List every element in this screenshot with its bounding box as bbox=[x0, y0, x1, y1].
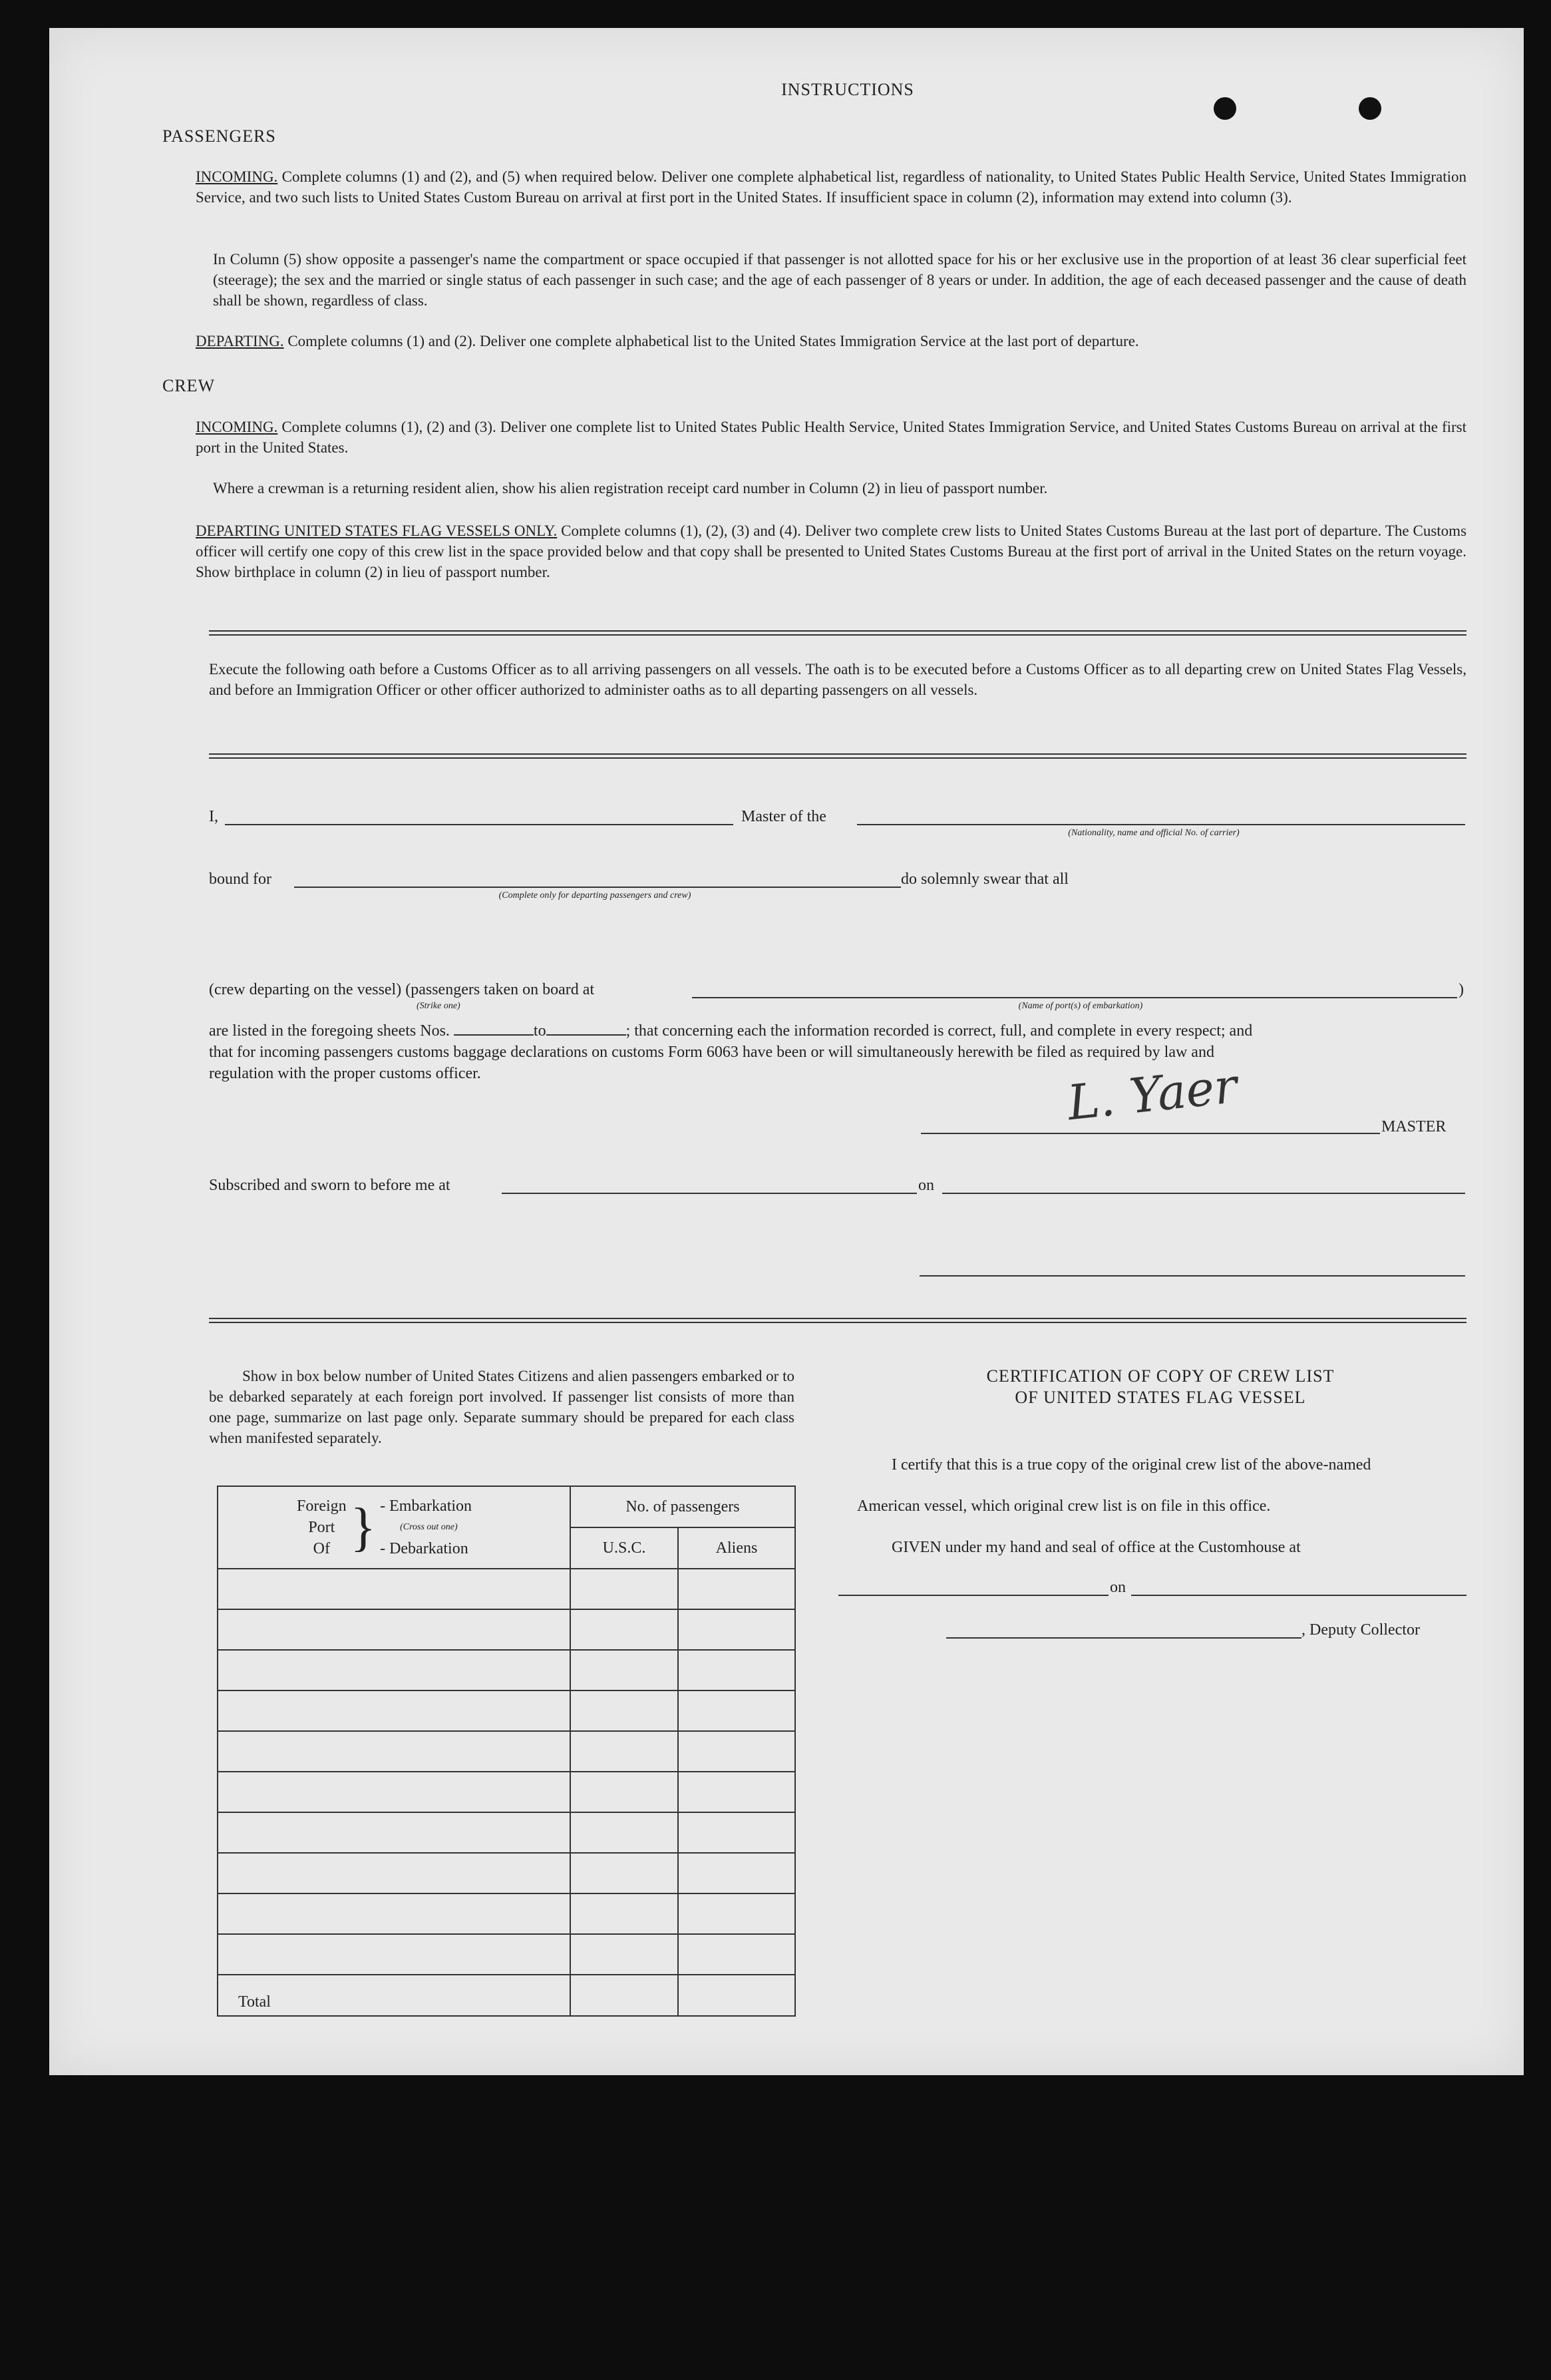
oath-listed-line bbox=[209, 1020, 1466, 1042]
total-usc-cell[interactable] bbox=[570, 1975, 678, 2016]
total-row bbox=[218, 1975, 795, 2016]
usc-header: U.S.C. bbox=[570, 1527, 678, 1569]
deputy-signature-line[interactable] bbox=[946, 1637, 1301, 1639]
oath-listed-to: to bbox=[533, 1022, 546, 1040]
punch-hole-right bbox=[1359, 97, 1381, 120]
crew-departing-text: Complete columns (1), (2), (3) and (4). Deliver two complete crew lists to United States Customs Bureau at the last port of departure. The Customs officer will certify one copy of this crew list in the space provided below and that copy shall be presented to United States Customs Bureau at the first port of arrival in the United States on the return voyage. Show birthplace in column (2) in lieu of passport number. bbox=[196, 522, 1467, 580]
double-rule-3 bbox=[209, 1318, 1466, 1323]
summary-instructions: Show in box below number of United States Citizens and alien passengers embarked or to be debarked separately at each foreign port involved. If passenger list consists of more than one page, summarize on last page only. Separate summary should be prepared for each class when manifested separately. bbox=[209, 1368, 794, 1446]
oath-listed-a: are listed in the foregoing sheets Nos. bbox=[209, 1022, 450, 1040]
embarkation-label: - Embarkation bbox=[380, 1497, 472, 1515]
given-text: under my hand and seal of office at the Customhouse at bbox=[945, 1539, 1301, 1556]
oath-listed-b: ; that concerning each the information recorded is correct, full, and complete in every respect; and bbox=[625, 1022, 1253, 1040]
no-of-passengers-header: No. of passengers bbox=[570, 1486, 795, 1527]
certification-title: CERTIFICATION OF COPY OF CREW LIST OF UNITED STATES FLAG VESSEL bbox=[986, 1366, 1335, 1407]
passenger-summary-table bbox=[217, 1486, 796, 2017]
ports-caption: (Name of port(s) of embarkation) bbox=[1018, 1001, 1143, 1011]
oath-listed-c: that for incoming passengers customs baggage declarations on customs Form 6063 have been or will simultaneously herewith be filed as required by law and bbox=[209, 1044, 1214, 1061]
port-header-cell bbox=[218, 1486, 570, 1569]
crew-departing-label: DEPARTING UNITED STATES FLAG VESSELS ONLY. bbox=[196, 522, 558, 539]
passengers-incoming-text: Complete columns (1) and (2), and (5) when required below. Deliver one complete alphabetical list, regardless of nationality, to United States Public Health Service, United States Immigration Service, and two such lists to United States Custom Bureau on arrival at first port in the United States. If insufficient space in column (2), information may extend into column (3). bbox=[196, 168, 1467, 206]
oath-crew-passengers: (crew departing on the vessel) (passengers taken on board at bbox=[209, 981, 595, 998]
passengers-column5-text: In Column (5) show opposite a passenger's name the compartment or space occupied if that passenger is not allotted space for his or her exclusive use in the proportion of at least 36 clear superficial feet (steerage); the sex and the married or single status of each passenger in such case; and the age of each passenger of 8 years or under. In addition, the age of each deceased passenger and the cause of death shall be shown, regardless of class. bbox=[213, 251, 1466, 309]
subscribed-at-field[interactable] bbox=[502, 1193, 917, 1194]
officer-signature-line[interactable] bbox=[920, 1275, 1465, 1277]
table-row bbox=[218, 1893, 795, 1934]
table-row bbox=[218, 1609, 795, 1650]
passengers-departing-label: DEPARTING. bbox=[196, 333, 284, 349]
table-row bbox=[218, 1731, 795, 1772]
bound-for-field[interactable] bbox=[294, 887, 901, 888]
passengers-incoming bbox=[196, 166, 1466, 208]
carrier-field[interactable] bbox=[857, 824, 1465, 825]
oath-instructions: Execute the following oath before a Customs Officer as to all arriving passengers on all vessels. The oath is to be executed before a Customs Officer as to all departing crew on United States Flag Vessels, and before an Immigration Officer or other officer authorized to administer oaths as to all departing passengers on all vessels. bbox=[209, 661, 1466, 698]
cross-out-caption: (Cross out one) bbox=[400, 1522, 458, 1532]
certification-on: on bbox=[1110, 1579, 1126, 1596]
master-name-field[interactable] bbox=[225, 824, 733, 825]
given-label: GIVEN bbox=[892, 1539, 942, 1556]
sheet-to-field[interactable] bbox=[546, 1034, 626, 1036]
departing-caption: (Complete only for departing passengers and crew) bbox=[498, 891, 691, 900]
oath-i: I, bbox=[209, 808, 218, 825]
crew-heading: CREW bbox=[162, 376, 216, 395]
table-row bbox=[218, 1690, 795, 1731]
crew-incoming-label: INCOMING. bbox=[196, 419, 278, 435]
strike-one-caption: (Strike one) bbox=[417, 1001, 460, 1011]
total-aliens-cell[interactable] bbox=[678, 1975, 795, 2016]
passengers-heading: PASSENGERS bbox=[162, 126, 276, 146]
table-row bbox=[218, 1650, 795, 1690]
oath-bound-for: bound for bbox=[209, 871, 271, 888]
master-signature-line[interactable] bbox=[921, 1133, 1380, 1134]
table-row bbox=[218, 1812, 795, 1853]
oath-listed-d: regulation with the proper customs officer. bbox=[209, 1065, 481, 1082]
crew-resident bbox=[213, 478, 1466, 498]
brace-glyph: } bbox=[350, 1498, 377, 1557]
master-label: MASTER bbox=[1381, 1118, 1447, 1135]
double-rule-1 bbox=[209, 630, 1466, 636]
table-row bbox=[218, 1934, 795, 1975]
foreign-port-of-label: Foreign Port Of bbox=[297, 1497, 347, 1557]
total-label: Total bbox=[218, 1975, 570, 2016]
sheet-from-field[interactable] bbox=[454, 1034, 534, 1036]
page-title: INSTRUCTIONS bbox=[781, 80, 914, 99]
ports-field[interactable] bbox=[692, 997, 1457, 998]
master-signature: L. Yaer bbox=[1065, 1057, 1240, 1131]
certification-date-field[interactable] bbox=[1131, 1595, 1466, 1596]
certification-certify: I certify that this is a true copy of the original crew list of the above-named bbox=[892, 1456, 1371, 1474]
passengers-departing bbox=[196, 331, 1466, 351]
crew-departing bbox=[196, 520, 1466, 582]
crew-resident-text: Where a crewman is a returning resident alien, show his alien registration receipt card number in Column (2) in lieu of passport number. bbox=[213, 480, 1048, 496]
aliens-header: Aliens bbox=[678, 1527, 795, 1569]
crew-incoming bbox=[196, 417, 1466, 458]
deputy-collector-label: , Deputy Collector bbox=[1301, 1621, 1420, 1639]
passengers-incoming-label: INCOMING. bbox=[196, 168, 278, 185]
passengers-departing-text: Complete columns (1) and (2). Deliver one complete alphabetical list to the United States Immigration Service at the last port of departure. bbox=[287, 333, 1139, 349]
table-row bbox=[218, 1569, 795, 1609]
passengers-column5 bbox=[213, 249, 1466, 311]
subscribed-on: on bbox=[918, 1177, 934, 1194]
certification-american: American vessel, which original crew list is on file in this office. bbox=[857, 1497, 1271, 1515]
nationality-caption: (Nationality, name and official No. of carrier) bbox=[1068, 828, 1240, 838]
subscribed-text: Subscribed and sworn to before me at bbox=[209, 1177, 450, 1194]
punch-hole-left bbox=[1214, 97, 1236, 120]
oath-do-swear: do solemnly swear that all bbox=[901, 871, 1069, 888]
table-row bbox=[218, 1853, 795, 1893]
certification-given bbox=[892, 1536, 1301, 1559]
crew-incoming-text: Complete columns (1), (2) and (3). Deliver one complete list to United States Public Health Service, United States Immigration Service, and United States Customs Bureau on arrival at the first port in the United States. bbox=[196, 419, 1467, 456]
table-row bbox=[218, 1772, 795, 1812]
form-sheet bbox=[49, 28, 1524, 2075]
oath-master-of-the: Master of the bbox=[741, 808, 826, 825]
subscribed-on-field[interactable] bbox=[942, 1193, 1465, 1194]
debarkation-label: - Debarkation bbox=[380, 1540, 468, 1557]
customhouse-field[interactable] bbox=[838, 1595, 1109, 1596]
double-rule-2 bbox=[209, 753, 1466, 759]
oath-close-paren: ) bbox=[1459, 981, 1464, 998]
